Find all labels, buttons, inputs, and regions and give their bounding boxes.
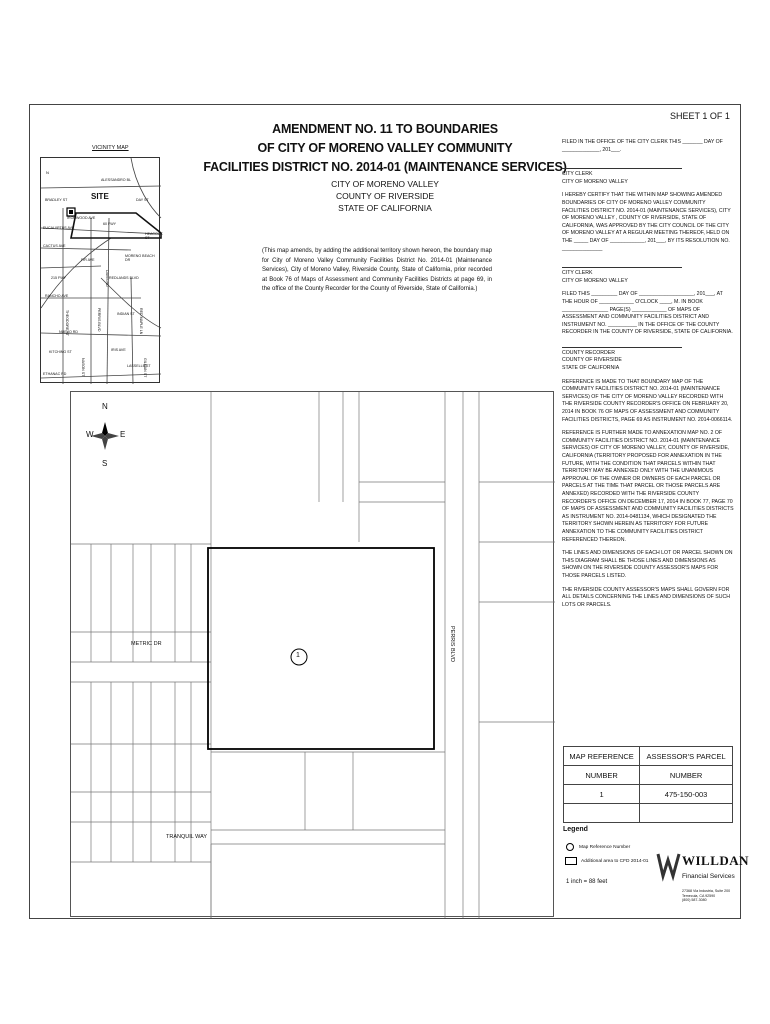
reference-2-text: REFERENCE IS FURTHER MADE TO ANNEXATION MAP NO. 2 OF COMMUNITY FACILITIES DISTRICT NO. 2014-01 (MAINTENANCE SERVICES) OF CITY OF MORENO VALLEY, COUNTY OF RIVERSIDE, CALIFORNIA (TERRITORY PROPOSED FOR ANNEXATION IN THE FUTURE, WITH THE CONDITION THAT PARCELS WITHIN THAT TERRITORY MAY BE ANNEXED ONLY WITH THE UNANIMOUS APPROVAL OF THE OWNER OR OWNERS OF EACH PARCEL OR PARCELS AT THE TIME THAT PARCEL OR THOSE PARCELS ARE ANNEXED) RECORDED WITH THE RIVERSIDE COUNTY RECORDER'S OFFICE ON DECEMBER 17, 2014 IN BOOK 77, PAGE 70 OF MAPS OF ASSESSMENT AND COMMUNITY FACILITIES DISTRICTS AS INSTRUMENT NO. 2014-0481134, WHICH DESIGNATED THE TERRITORY SHOWN HEREIN AS TERRITORY FOR FUTURE ANNEXATION TO THE COMMUNITY FACILITIES DISTRICT REFERENCED THEREON.: [562, 430, 734, 543]
table-header: MAP REFERENCE: [564, 747, 640, 766]
recorder-state: STATE OF CALIFORNIA: [562, 365, 620, 372]
street-label: EUCALYPTUS AVE: [43, 226, 75, 230]
street-label: MORENO BEACH DR: [125, 254, 155, 262]
street-label: NUEVO RD: [59, 330, 78, 334]
title-line-2: OF CITY OF MORENO VALLEY COMMUNITY: [257, 141, 513, 155]
map-title: [200, 120, 570, 177]
title-line-3: FACILITIES DISTRICT NO. 2014-01 (MAINTENANCE SERVICES): [203, 160, 567, 174]
filed-clerk-text: FILED IN THE OFFICE OF THE CITY CLERK THIS _______ DAY OF _____________, 201___.: [562, 139, 723, 153]
street-label: REDLANDS BLVD: [109, 276, 139, 280]
sheet-number: SHEET 1 OF 1: [670, 111, 730, 121]
assessor-govern-text: THE RIVERSIDE COUNTY ASSESSOR'S MAPS SHALL GOVERN FOR ALL DETAILS CONCERNING THE LINES AND DIMENSIONS OF SUCH LOTS OR PARCELS.: [562, 586, 730, 608]
table-header: NUMBER: [564, 766, 640, 785]
company-name: WILLDAN: [682, 853, 750, 868]
signature-line: [562, 347, 682, 348]
jurisdiction-block: [230, 178, 540, 214]
right-certifications: [562, 139, 734, 615]
street-label: ALESSANDRO BL: [101, 178, 131, 182]
street-label: DAVIS RD: [105, 270, 109, 287]
compass-rose: [91, 422, 119, 450]
street-label: IRONWOOD AVE: [67, 216, 96, 220]
address-line: (800) 587-3080: [682, 898, 707, 903]
reference-1-text: REFERENCE IS MADE TO THAT BOUNDARY MAP OF THE COMMUNITY FACILITIES DISTRICT NO. 2014-01 (MAINTENANCE SERVICES) OF THE CITY OF MORENO VALLEY RECORDED WITH THE RIVERSIDE COUNTY RECORDER'S OFFICE ON FEBRUARY 20, 2014 IN BOOK 76 OF MAPS OF ASSESSMENT AND COMMUNITY FACILITIES DISTRICTS, PAGE 69 AS INSTRUMENT NO. 2014-0066114.: [562, 378, 733, 423]
filed-this-text: FILED THIS _________ DAY OF ___________________, 201___, AT THE HOUR OF ____________ O'CLOCK ____, M. IN BOOK ________________ PAGE(S) ____________ OF MAPS OF ASSESSMENT AND COMMUNITY FACILITIES DISTRICT AND INSTRUMENT NO. __________ IN THE OFFICE OF THE COUNTY RECORDER IN THE COUNTY OF RIVERSIDE, STATE OF CALIFORNIA.: [562, 291, 733, 336]
street-label-metric: METRIC DR: [131, 641, 162, 647]
street-label: NASON ST: [81, 358, 85, 377]
street-label: PERRIS BLVD: [97, 308, 101, 332]
company-subtitle: Financial Services: [682, 873, 735, 880]
city-clerk-title: CITY CLERK: [562, 171, 593, 178]
street-label: KITCHING ST: [49, 350, 72, 354]
city-clerk-city: CITY OF MORENO VALLEY: [562, 178, 628, 185]
map-reference-table: [563, 746, 733, 823]
ref-cell: 1: [564, 785, 640, 804]
signature-line: [562, 168, 682, 169]
compass-n: N: [102, 402, 108, 411]
title-line-1: AMENDMENT NO. 11 TO BOUNDARIES: [272, 122, 498, 136]
street-label: RED MAPLE LN: [139, 308, 143, 335]
street-label: RANCHO AVE: [45, 294, 69, 298]
street-label: LASSELLE ST: [127, 364, 151, 368]
legend-item-area: Additional area to CFD 2014-01: [581, 859, 649, 864]
table-header: ASSESSOR'S PARCEL: [640, 747, 733, 766]
city-clerk-city-2: CITY OF MORENO VALLEY: [562, 277, 628, 284]
lines-dimensions-text: THE LINES AND DIMENSIONS OF EACH LOT OR PARCEL SHOWN ON THIS DIAGRAM SHALL BE THOSE LINES AND DIMENSIONS AS SHOWN ON THE RIVERSIDE COUNTY ASSESSOR'S MAPS FOR THOSE PARCELS LISTED.: [562, 550, 733, 579]
signature-line: [562, 267, 682, 268]
recorder-county: COUNTY OF RIVERSIDE: [562, 357, 622, 364]
compass-e: E: [120, 430, 126, 439]
certify-text: I HEREBY CERTIFY THAT THE WITHIN MAP SHOWING AMENDED BOUNDARIES OF CITY OF MORENO VALLEY COMMUNITY FACILITIES DISTRICT NO. 2014-01 (MAINTENANCE SERVICES), CITY OF MORENO VALLEY , COUNTY OF RIVERSIDE, STATE OF CALIFORNIA, WAS APPROVED BY THE CITY COUNCIL OF THE CITY OF MORENO VALLEY AT A REGULAR MEETING THEREOF, HELD ON THE _____ DAY OF ____________, 201___, BY ITS RESOLUTION NO. ______________: [562, 192, 731, 252]
annexation-boundary: [208, 548, 434, 749]
street-label: FIR AVE: [81, 258, 95, 262]
table-row: [564, 785, 733, 804]
street-label: ETHANAC RD: [43, 372, 67, 376]
amendment-note: (This map amends, by adding the additional territory shown hereon, the boundary map for City of Moreno Valley Community Facilities District No. 2014-01 (Maintenance Services), City of Moreno Valley, Riverside County, State of California, prior recorded at Book 76 of Maps of Assessment and Community Facilities Districts at page 69, in the office of the County Recorder for the County of Riverside, State of California.): [262, 248, 492, 293]
county-name: COUNTY OF RIVERSIDE: [335, 191, 435, 201]
table-row: [564, 804, 733, 823]
legend-title: Legend: [563, 826, 588, 833]
company-address: [682, 889, 730, 903]
street-label-perris: PERRIS BLVD: [449, 626, 455, 662]
city-name: CITY OF MORENO VALLEY: [331, 179, 439, 189]
street-label: 215 FWY: [51, 276, 66, 280]
table-header: NUMBER: [640, 766, 733, 785]
compass-s: S: [102, 459, 108, 468]
parcel-map-drawing: [71, 392, 555, 918]
street-label: DAY ST: [136, 198, 149, 202]
legend-item-map-ref: Map Reference Number: [579, 845, 631, 850]
street-label: GILMAN ST: [143, 358, 147, 378]
street-label-tranquil: TRANQUIL WAY: [166, 834, 208, 840]
vicinity-north-arrow: N: [46, 170, 49, 175]
parcel-map: [70, 391, 554, 917]
apn-cell: 475-150-003: [640, 785, 733, 804]
vicinity-map: [40, 157, 163, 383]
street-label: BRADLEY ST: [45, 198, 68, 202]
address-line: Temecula, CA 92590: [682, 893, 716, 898]
site-label: SITE: [91, 192, 109, 201]
street-label: THEODORE ST: [65, 310, 69, 336]
street-label: 60 FWY: [103, 222, 116, 226]
state-name: STATE OF CALIFORNIA: [338, 203, 432, 213]
street-label: HEACOCK ST: [145, 232, 163, 240]
recorder-title: COUNTY RECORDER: [562, 349, 615, 356]
street-label: CACTUS AVE: [43, 244, 66, 248]
parcel-number: 1: [296, 652, 300, 659]
street-label: INDIAN ST: [117, 312, 135, 316]
vicinity-map-label: VICINITY MAP: [92, 145, 129, 151]
willdan-logo: [658, 852, 680, 883]
address-line: 27368 Via Industria, Suite 200: [682, 889, 731, 893]
street-label: IRIS AVE: [111, 348, 126, 352]
willdan-mark-icon: [658, 852, 680, 878]
annexation-area-symbol-icon: [565, 857, 577, 865]
city-clerk-title-2: CITY CLERK: [562, 270, 593, 277]
map-scale: 1 inch = 88 feet: [566, 879, 608, 885]
map-ref-symbol-icon: [566, 843, 574, 851]
compass-w: W: [86, 430, 94, 439]
